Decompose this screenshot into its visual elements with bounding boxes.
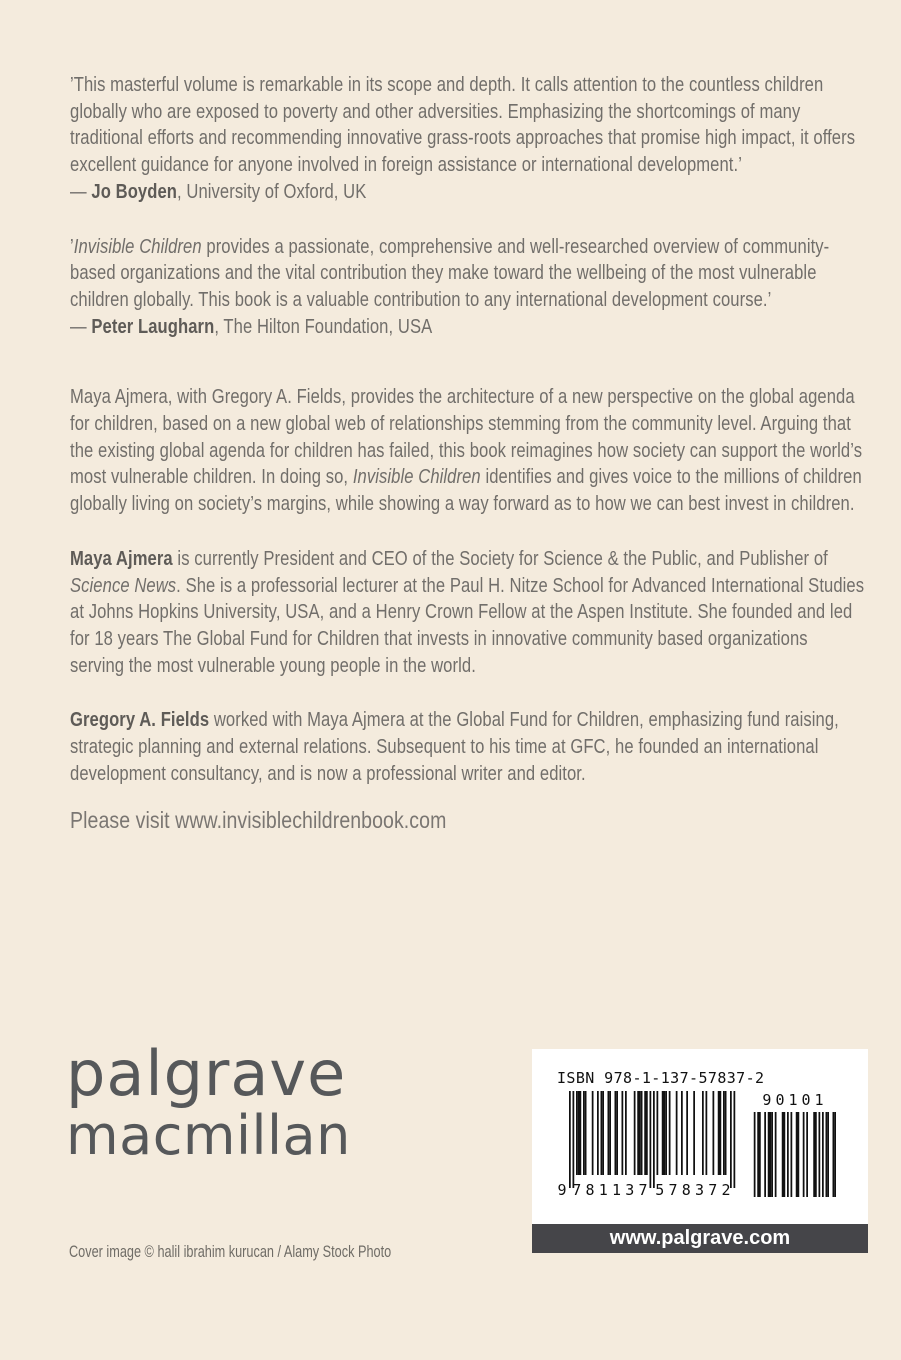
- svg-text:578372: 578372: [655, 1181, 735, 1199]
- author-bio-gregory-fields: Gregory A. Fields worked with Maya Ajmera at the Global Fund for Children, emphasizing fund raising, strategic planning and external relations. Subsequent to his time at GFC, he founded an international development consultancy, and is now a professional writer and editor.: [70, 709, 839, 785]
- publisher-website-strip: [532, 1224, 868, 1253]
- endorsement-2-body: ’Invisible Children provides a passionate, comprehensive and well-researched overview of community-based organizations and the vital contribution they make toward the wellbeing of the most vulnerable children globally. This book is a valuable contribution to any international development course.’: [70, 235, 830, 311]
- book-website-line: Please visit www.invisiblechildrenbook.com: [70, 807, 447, 834]
- svg-text:90101: 90101: [762, 1091, 828, 1109]
- ean13-barcode: [557, 1091, 739, 1204]
- publisher-logo-macmillan: macmillan: [66, 1104, 351, 1167]
- ean5-addon-barcode: [752, 1091, 838, 1204]
- endorsement-quote-1: [70, 72, 866, 206]
- svg-text:9: 9: [557, 1181, 567, 1199]
- endorsement-2-attribution: — Peter Laugharn, The Hilton Foundation, USA: [70, 315, 433, 338]
- endorsement-1-attribution: — Jo Boyden, University of Oxford, UK: [70, 180, 367, 203]
- cover-image-credit: Cover image © halil ibrahim kurucan / Alamy Stock Photo: [69, 1243, 392, 1261]
- endorsement-1-body: ’This masterful volume is remarkable in its scope and depth. It calls attention to the countless children globally who are exposed to poverty and other adversities. Emphasizing the shortcomings of many traditional efforts and recommending innovative grass-roots approaches that promise high impact, it offers excellent guidance for anyone involved in foreign assistance or international development.’: [70, 74, 856, 177]
- book-description: Maya Ajmera, with Gregory A. Fields, provides the architecture of a new perspective on the global agenda for children, based on a new global web of relationships stemming from the community level. Arguing that the existing global agenda for children has failed, this book reimagines how society can support the world’s most vulnerable children. In doing so, Invisible Children identifies and gives voice to the millions of children globally living on society’s margins, while showing a way forward as to how we can best invest in children.: [70, 386, 863, 516]
- endorsement-quote-2: [70, 234, 866, 341]
- isbn-barcode-panel: [532, 1049, 868, 1253]
- publisher-logo-palgrave: palgrave: [66, 1037, 347, 1110]
- publisher-website-url: www.palgrave.com: [609, 1227, 791, 1249]
- isbn-number-label: ISBN 978-1-137-57837-2: [557, 1069, 765, 1087]
- back-cover-text: [70, 72, 866, 835]
- author-bio-maya-ajmera: Maya Ajmera is currently President and CEO of the Society for Science & the Public, and Publisher of Science News. She is a professorial lecturer at the Paul H. Nitze School for Advanced International Studies at Johns Hopkins University, USA, and a Henry Crown Fellow at the Aspen Institute. She founded and led for 18 years The Global Fund for Children that invests in innovative community based organizations serving the most vulnerable young people in the world.: [70, 547, 865, 677]
- publisher-logo: [66, 1037, 351, 1167]
- svg-text:781137: 781137: [572, 1181, 652, 1199]
